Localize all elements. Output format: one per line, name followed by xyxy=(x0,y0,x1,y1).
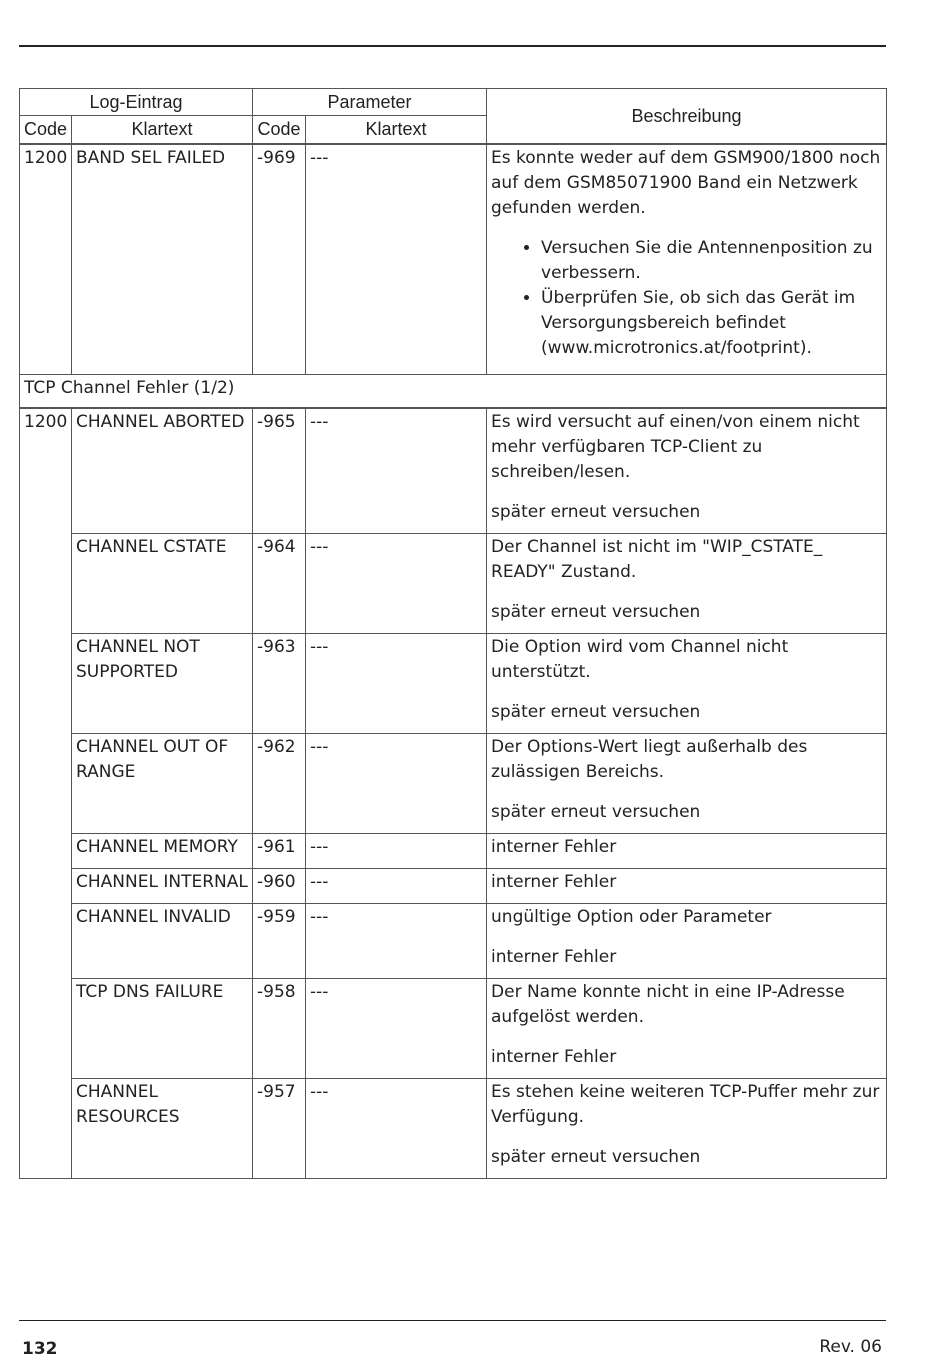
description-text: Der Name konnte nicht in eine IP-Adresse aufgelöst werden. xyxy=(491,982,845,1027)
header-klartext: Klartext xyxy=(72,116,253,145)
log-table xyxy=(19,88,887,1179)
description xyxy=(487,408,887,534)
log-klartext: TCP DNS FAILURE xyxy=(72,979,253,1079)
description xyxy=(487,979,887,1079)
log-klartext: CHANNEL RESOURCES xyxy=(72,1079,253,1179)
description-note: später erneut versuchen xyxy=(491,702,701,722)
page-number: 132 xyxy=(22,1339,58,1359)
header-param-klartext: Klartext xyxy=(306,116,487,145)
description-note: später erneut versuchen xyxy=(491,1147,701,1167)
param-klartext: --- xyxy=(306,904,487,979)
header-row-1 xyxy=(20,89,887,116)
footer-rule xyxy=(19,1320,886,1321)
table-row xyxy=(20,734,887,834)
description xyxy=(487,869,887,904)
log-code: 1200 xyxy=(20,144,72,375)
description xyxy=(487,834,887,869)
param-klartext: --- xyxy=(306,408,487,534)
description-text: Der Channel ist nicht im "WIP_CSTATE_ READY" Zustand. xyxy=(491,537,823,582)
param-code: -960 xyxy=(253,869,306,904)
log-klartext: CHANNEL NOT SUPPORTED xyxy=(72,634,253,734)
param-klartext: --- xyxy=(306,1079,487,1179)
log-klartext: CHANNEL MEMORY xyxy=(72,834,253,869)
param-klartext: --- xyxy=(306,979,487,1079)
revision-label: Rev. 06 xyxy=(819,1337,882,1357)
table-row xyxy=(20,869,887,904)
param-code: -961 xyxy=(253,834,306,869)
description xyxy=(487,904,887,979)
param-code: -962 xyxy=(253,734,306,834)
description-note: später erneut versuchen xyxy=(491,602,701,622)
table-row xyxy=(20,904,887,979)
table-row xyxy=(20,634,887,734)
bullet-list xyxy=(491,236,882,361)
param-code: -965 xyxy=(253,408,306,534)
description-text: interner Fehler xyxy=(491,837,617,857)
param-klartext: --- xyxy=(306,869,487,904)
param-code: -964 xyxy=(253,534,306,634)
table-row-band xyxy=(20,144,887,375)
description xyxy=(487,634,887,734)
table-row xyxy=(20,1079,887,1179)
param-klartext: --- xyxy=(306,634,487,734)
log-code: 1200 xyxy=(20,408,72,1179)
param-code: -959 xyxy=(253,904,306,979)
param-code: -963 xyxy=(253,634,306,734)
description xyxy=(487,734,887,834)
table-row xyxy=(20,979,887,1079)
description-text: interner Fehler xyxy=(491,872,617,892)
param-klartext: --- xyxy=(306,144,487,375)
description-text: Die Option wird vom Channel nicht unterstützt. xyxy=(491,637,789,682)
description-note: später erneut versuchen xyxy=(491,502,701,522)
log-klartext: CHANNEL INVALID xyxy=(72,904,253,979)
log-klartext: CHANNEL CSTATE xyxy=(72,534,253,634)
param-klartext: --- xyxy=(306,534,487,634)
section-title: TCP Channel Fehler (1/2) xyxy=(20,375,887,409)
bullet-item: • Versuchen Sie die Antennenposition zu verbessern. xyxy=(541,236,882,286)
description xyxy=(487,534,887,634)
log-klartext: BAND SEL FAILED xyxy=(72,144,253,375)
param-code: -957 xyxy=(253,1079,306,1179)
header-code: Code xyxy=(20,116,72,145)
table-row xyxy=(20,408,887,534)
header-log-entry: Log-Eintrag xyxy=(20,89,253,116)
header-parameter: Parameter xyxy=(253,89,487,116)
param-klartext: --- xyxy=(306,734,487,834)
table-row xyxy=(20,834,887,869)
log-klartext: CHANNEL ABORTED xyxy=(72,408,253,534)
section-row xyxy=(20,375,887,409)
description xyxy=(487,1079,887,1179)
log-klartext: CHANNEL INTERNAL xyxy=(72,869,253,904)
param-klartext: --- xyxy=(306,834,487,869)
description xyxy=(487,144,887,375)
header-description: Beschreibung xyxy=(487,89,887,145)
table-row xyxy=(20,534,887,634)
param-code: -969 xyxy=(253,144,306,375)
param-code: -958 xyxy=(253,979,306,1079)
bullet-item: • Überprüfen Sie, ob sich das Gerät im Versorgungsbereich befindet (www.microtronics.at/footprint). xyxy=(541,286,882,361)
description-text: Es konnte weder auf dem GSM900/1800 noch auf dem GSM85071900 Band ein Netzwerk gefunden werden. xyxy=(491,148,881,218)
description-note: interner Fehler xyxy=(491,1047,617,1067)
description-text: Es stehen keine weiteren TCP-Puffer mehr zur Verfügung. xyxy=(491,1082,880,1127)
log-klartext: CHANNEL OUT OF RANGE xyxy=(72,734,253,834)
description-note: interner Fehler xyxy=(491,947,617,967)
description-text: Der Options-Wert liegt außerhalb des zulässigen Bereichs. xyxy=(491,737,808,782)
description-text: ungültige Option oder Parameter xyxy=(491,907,772,927)
header-param-code: Code xyxy=(253,116,306,145)
header-rule xyxy=(19,45,886,47)
description-text: Es wird versucht auf einen/von einem nicht mehr verfügbaren TCP-Client zu schreiben/lesen. xyxy=(491,412,860,482)
description-note: später erneut versuchen xyxy=(491,802,701,822)
